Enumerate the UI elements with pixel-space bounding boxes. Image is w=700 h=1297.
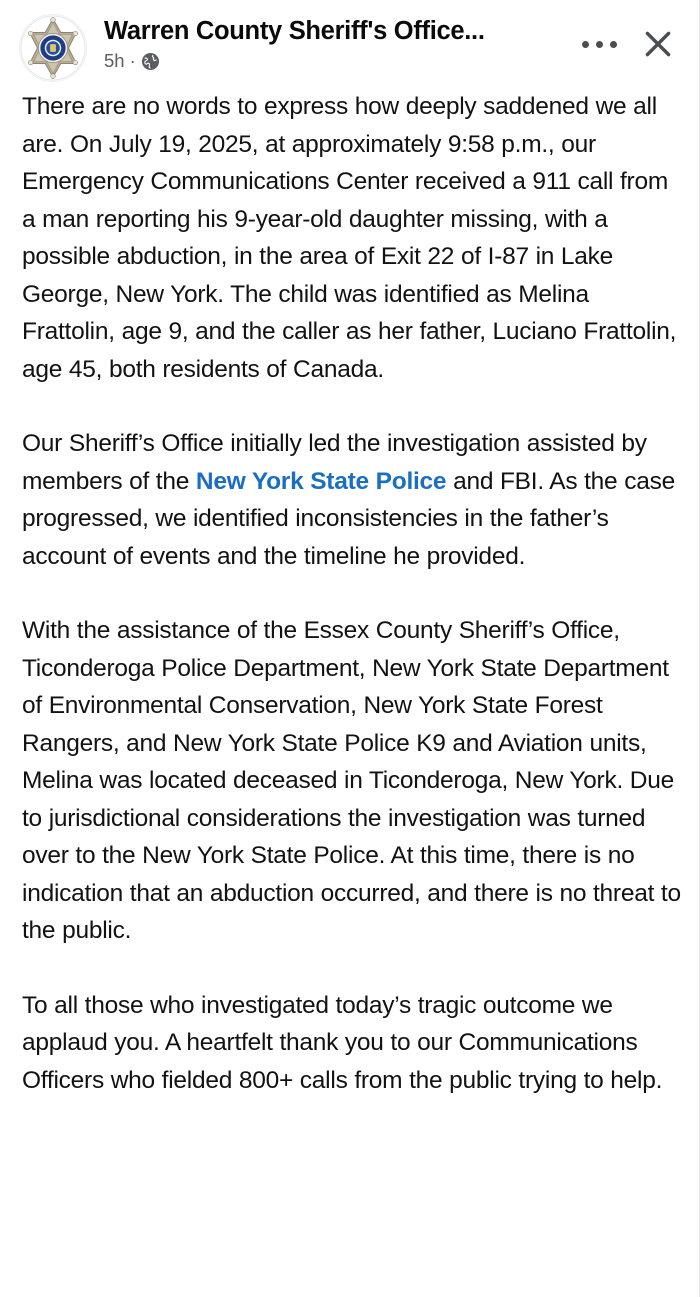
post-meta — [104, 50, 577, 72]
post-paragraph-4: To all those who investigated today’s tragic outcome we applaud you. A heartfelt thank you to our Communications Officers who fielded 800+ calls from the public trying to help. — [22, 991, 663, 1094]
paragraph-spacer — [22, 575, 681, 612]
avatar[interactable] — [19, 14, 87, 82]
post-content — [0, 88, 699, 1099]
post-header — [0, 0, 699, 88]
post-paragraph-2 — [22, 425, 681, 575]
paragraph-2-text-after-link: and FBI. As the case progressed, we identified inconsistencies in the father’s account of events and the timeline he provided. — [22, 467, 682, 570]
page-title[interactable]: Warren County Sheriff's Office... — [104, 17, 485, 45]
close-x-icon — [641, 27, 675, 61]
globe-public-icon[interactable] — [141, 52, 160, 71]
new-york-state-police-link[interactable]: New York State Police — [195, 467, 447, 495]
paragraph-spacer — [22, 388, 681, 425]
more-options-button[interactable] — [577, 27, 621, 61]
ellipsis-icon — [582, 41, 617, 48]
close-button[interactable] — [637, 23, 679, 65]
paragraph-2-text-before-link: Our Sheriff’s Office initially led the investigation assisted by members of the — [22, 430, 654, 495]
post-timestamp[interactable]: 5h — [104, 50, 125, 71]
post-header-text — [87, 14, 577, 72]
post-paragraph-1: There are no words to express how deeply saddened we all are. On July 19, 2025, at approximately 9:58 p.m., our Emergency Communications Center received a 911 call from a man reporting his 9-year-old daughter missing, with a possible abduction, in the area of Exit 22 of I-87 in Lake George, New York. The child was identified as Melina Frattolin, age 9, and the caller as her father, Luciano Frattolin, age 45, both residents of Canada. — [22, 93, 683, 383]
paragraph-spacer — [22, 950, 681, 987]
post-header-actions — [577, 14, 683, 65]
meta-separator: · — [129, 50, 136, 71]
post-paragraph-3: With the assistance of the Essex County Sheriff’s Office, Ticonderoga Police Department, New York State Department of Environmental Conservation, New York State Forest Rangers, and New York State Police K9 and Aviation units, Melina was located deceased in Ticonderoga, New York. Due to jurisdictional considerations the investigation was turned over to the New York State Police. At this time, there is no indication that an abduction occurred, and there is no threat to the public. — [22, 617, 688, 944]
